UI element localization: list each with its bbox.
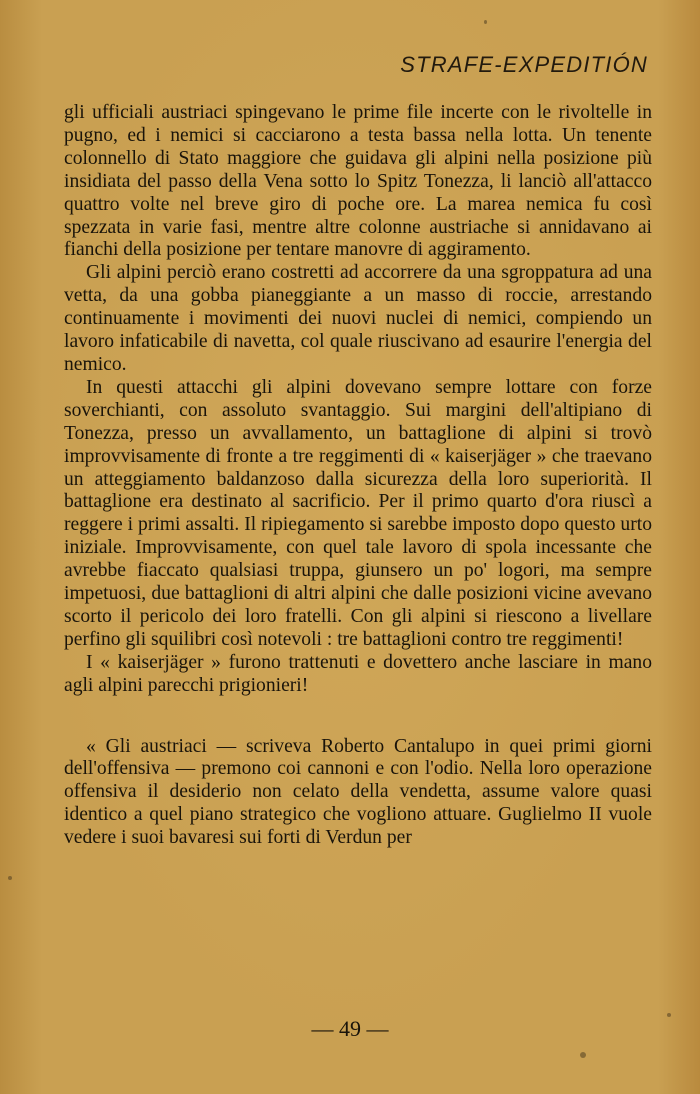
running-header: STRAFE-EXPEDITIÓN bbox=[400, 52, 648, 77]
body-text bbox=[64, 102, 652, 850]
paragraph-3: In questi attacchi gli alpini dovevano sempre lottare con forze soverchianti, con assoluto svantaggio. Sui margini dell'altipiano di Tonezza, presso un avvallamento, un battaglione di alpini si trovò improvvisamente di fronte a tre reggimenti di « kaiserjäger » che traevano un atteggiamento baldanzoso dalla sicurezza della loro superiorità. Il battaglione era destinato al sacrificio. Per il primo quarto d'ora riuscì a reggere i primi assalti. Il ripiegamento si sarebbe imposto dopo questo urto iniziale. Improvvisamente, con quel tale lavoro di spola incessante che avrebbe fiaccato qualsiasi truppa, giunsero un po' logori, ma sempre impetuosi, due battaglioni di altri alpini che dalle posizioni vicine avevano scorto il pericolo dei loro fratelli. Con gli alpini si riescono a livellare perfino gli squilibri così notevoli : tre battaglioni contro tre reggimenti! bbox=[64, 376, 652, 650]
paragraph-2: Gli alpini perciò erano costretti ad accorrere da una sgroppatura ad una vetta, da una gobba pianeggiante a un masso di roccie, arrestando continuamente i movimenti dei nuovi nuclei di nemici, compiendo un lavoro infaticabile di navetta, col quale riuscivano ad esaurire l'energia del nemico. bbox=[64, 262, 652, 375]
paper-speck bbox=[580, 1052, 586, 1058]
page-number: — 49 — bbox=[311, 1016, 389, 1041]
paper-speck bbox=[484, 20, 487, 24]
paper-speck bbox=[8, 876, 12, 880]
paragraph-4: I « kaiserjäger » furono trattenuti e dovettero anche lasciare in mano agli alpini parecchi prigionieri! bbox=[64, 651, 652, 696]
paragraph-1: gli ufficiali austriaci spingevano le prime file incerte con le rivoltelle in pugno, ed i nemici si cacciarono a testa bassa nella lotta. Un tenente colonnello di Stato maggiore che guidava gli alpini nella posizione più insidiata del passo della Vena sotto lo Spitz Tonezza, li lanciò all'attacco quattro volte nel breve giro di poche ore. La marea nemica fu così spezzata in varie fasi, mentre altre colonne austriache si annidavano ai fianchi della posizione per tentare manovre di aggiramento. bbox=[64, 102, 652, 261]
paragraph-5: « Gli austriaci — scriveva Roberto Cantalupo in quei primi giorni dell'offensiva — premono coi cannoni e con l'odio. Nella loro operazione offensiva il desiderio non celato della vendetta, assume valore quasi identico a quel piano strategico che vogliono attuare. Guglielmo II vuole vedere i suoi bavaresi sui forti di Verdun per bbox=[64, 735, 652, 849]
paper-speck bbox=[667, 1013, 671, 1017]
